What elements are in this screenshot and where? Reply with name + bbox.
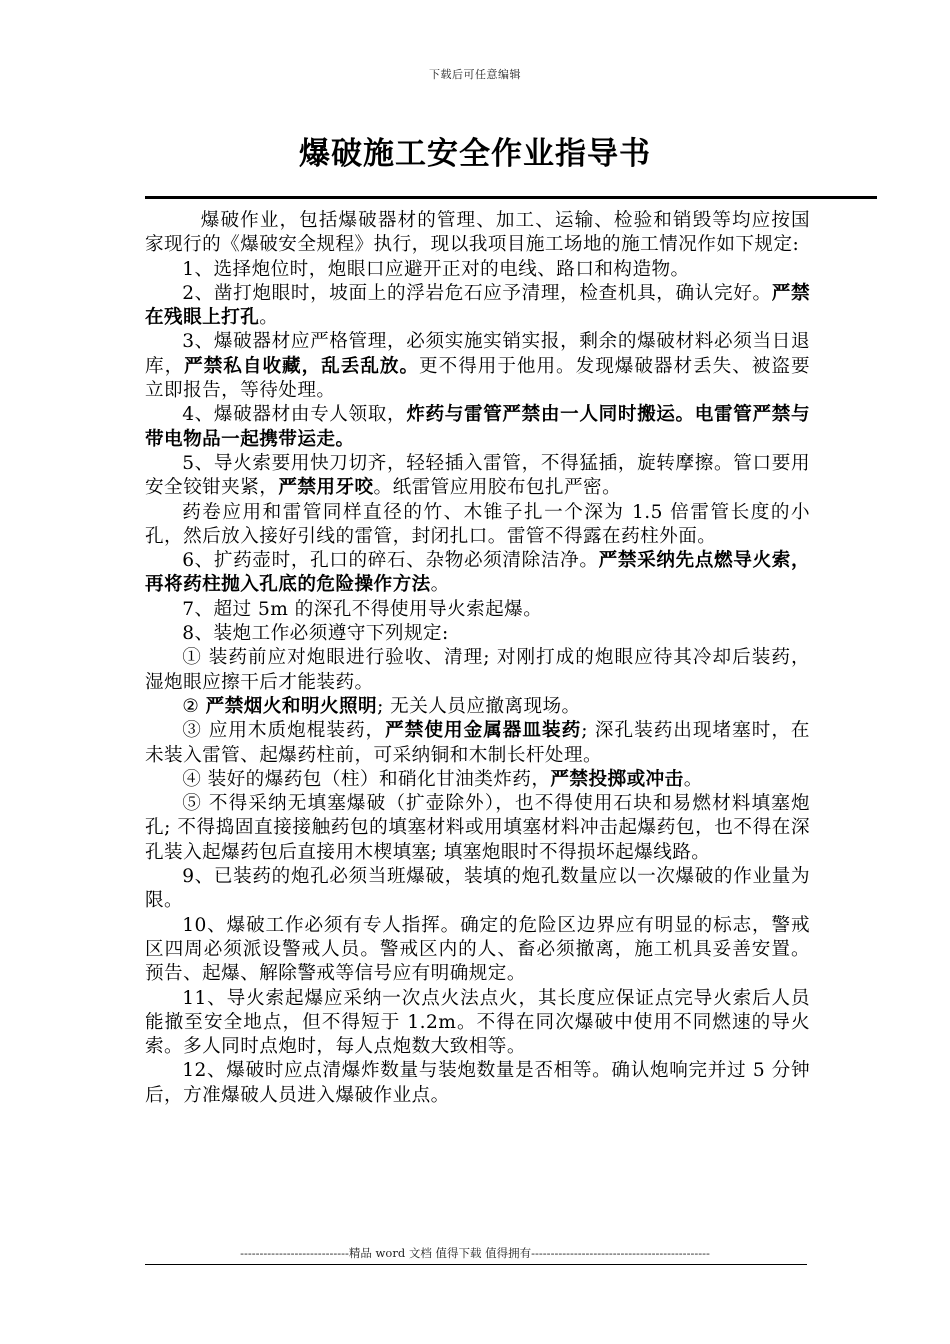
rule-paragraph	[145, 646, 810, 695]
paragraph-text: 12、爆破时应点清爆炸数量与装炮数量是否相等。确认炮响完并过 5 分钟后，方准爆破人员进入爆破作业点。	[145, 1060, 810, 1106]
rule-paragraph	[145, 452, 810, 501]
rule-paragraph	[145, 282, 810, 331]
paragraph-text: 药卷应用和雷管同样直径的竹、木锥子扎一个深为 1.5 倍雷管长度的小孔，然后放入接好引线的雷管，封闭扎口。雷管不得露在药柱外面。	[145, 501, 810, 547]
emphasis-text: 严禁使用金属器皿装药	[385, 720, 582, 742]
page-title: 爆破施工安全作业指导书	[299, 136, 651, 172]
emphasis-text: 严禁私自收藏，乱丢乱放。	[184, 355, 420, 377]
footer-note: ----------------------------精品 word 文档 值得下载 值得拥有----------------------------------------------	[240, 1246, 710, 1260]
rule-paragraph	[145, 865, 810, 914]
paragraph-text: 10、爆破工作必须有专人指挥。确定的危险区边界应有明显的标志，警戒区四周必须派设警戒人员。警戒区内的人、畜必须撤离，施工机具妥善安置。预告、起爆、解除警戒等信号应有明确规定。	[145, 914, 810, 985]
paragraph-text: 4、爆破器材由专人领取，	[182, 404, 407, 426]
emphasis-text: 严禁烟火和明火照明	[205, 695, 378, 717]
paragraph-text: ⑤ 不得采纳无填塞爆破（扩壶除外），也不得使用石块和易燃材料填塞炮孔; 不得捣固直接接触药包的填塞材料或用填塞材料冲击起爆药包，也不得在深孔装入起爆药包后直接用木楔填塞; 填塞炮眼时不得损坏起爆线路。	[145, 793, 810, 863]
paragraph-text: 。	[259, 307, 279, 329]
rule-paragraph	[145, 549, 810, 598]
rule-paragraph	[145, 501, 810, 550]
paragraph-text: 11、导火索起爆应采纳一次点火法点火，其长度应保证点完导火索后人员能撤至安全地点，但不得短于 1.2m。不得在同次爆破中使用不同燃速的导火索。多人同时点炮时，每人点炮数大致相等。	[145, 987, 810, 1058]
emphasis-text: 严禁用牙咬	[278, 477, 374, 499]
paragraph-text: ④ 装好的爆药包（柱）和硝化甘油类炸药，	[182, 768, 551, 790]
paragraph-text: 8、装炮工作必须遵守下列规定:	[182, 623, 449, 645]
title-divider	[145, 196, 877, 199]
paragraph-text: 3、爆破器材应严格管理，必须实施实销实报，剩余的爆破材料必须当日退库，	[145, 331, 810, 377]
paragraph-text: 。	[430, 574, 450, 596]
paragraph-text: 9、已装药的炮孔必须当班爆破，装填的炮孔数量应以一次爆破的作业量为限。	[145, 866, 810, 912]
paragraph-text: 5、导火索要用快刀切齐，轻轻插入雷管，不得猛插，旋转摩擦。管口要用安全铰钳夹紧，	[145, 452, 810, 499]
rule-paragraph	[145, 598, 810, 622]
rule-paragraph	[145, 1059, 810, 1108]
paragraph-text: 6、扩药壶时，孔口的碎石、杂物必须清除洁净。	[182, 550, 599, 572]
paragraph-text: 。纸雷管应用胶布包扎严密。	[373, 477, 622, 499]
paragraph-text: 。	[683, 768, 703, 790]
rule-paragraph	[145, 330, 810, 403]
paragraph-text: ; 无关人员应撤离现场。	[377, 695, 581, 717]
paragraph-text: 1、选择炮位时，炮眼口应避开正对的电线、路口和构造物。	[182, 258, 690, 280]
rule-paragraph	[145, 792, 810, 865]
paragraph-text: 爆破作业，包括爆破器材的管理、加工、运输、检验和销毁等均应按国家现行的《爆破安全规程》执行，现以我项目施工场地的施工情况作如下规定:	[145, 210, 810, 256]
rule-paragraph	[145, 695, 810, 719]
footer-divider	[145, 1264, 807, 1265]
paragraph-text: ① 装药前应对炮眼进行验收、清理; 对刚打成的炮眼应待其冷却后装药，湿炮眼应擦干后才能装药。	[145, 647, 810, 693]
rule-paragraph	[145, 987, 810, 1060]
paragraph-text: ②	[182, 695, 206, 717]
paragraph-text: ; 深孔装药出现堵塞时，在未装入雷管、起爆药柱前，可采纳铜和木制长杆处理。	[145, 720, 810, 766]
rule-paragraph	[145, 258, 810, 282]
paragraph-text: 2、凿打炮眼时，坡面上的浮岩危石应予清理，检查机具，确认完好。	[182, 282, 772, 304]
rule-paragraph	[145, 622, 810, 646]
paragraph-text: ③ 应用木质炮棍装药，	[182, 720, 386, 742]
intro-paragraph	[145, 209, 810, 258]
header-note: 下载后可任意编辑	[429, 68, 521, 81]
paragraph-text: 更不得用于他用。发现爆破器材丢失、被盗要立即报告，等待处理。	[145, 355, 810, 402]
rule-paragraph	[145, 719, 810, 768]
emphasis-text: 炸药与雷管严禁由一人同时搬运。电雷管严禁与带电物品一起携带运走。	[145, 404, 810, 450]
emphasis-text: 严禁在残眼上打孔	[145, 282, 810, 329]
rule-paragraph	[145, 403, 810, 452]
paragraph-text: 7、超过 5m 的深孔不得使用导火索起爆。	[182, 598, 543, 620]
document-body	[145, 209, 810, 1108]
emphasis-text: 严禁投掷或冲击	[550, 768, 684, 790]
emphasis-text: 严禁采纳先点燃导火索，再将药柱抛入孔底的危险操作方法	[145, 550, 811, 596]
rule-paragraph	[145, 768, 810, 792]
rule-paragraph	[145, 914, 810, 987]
